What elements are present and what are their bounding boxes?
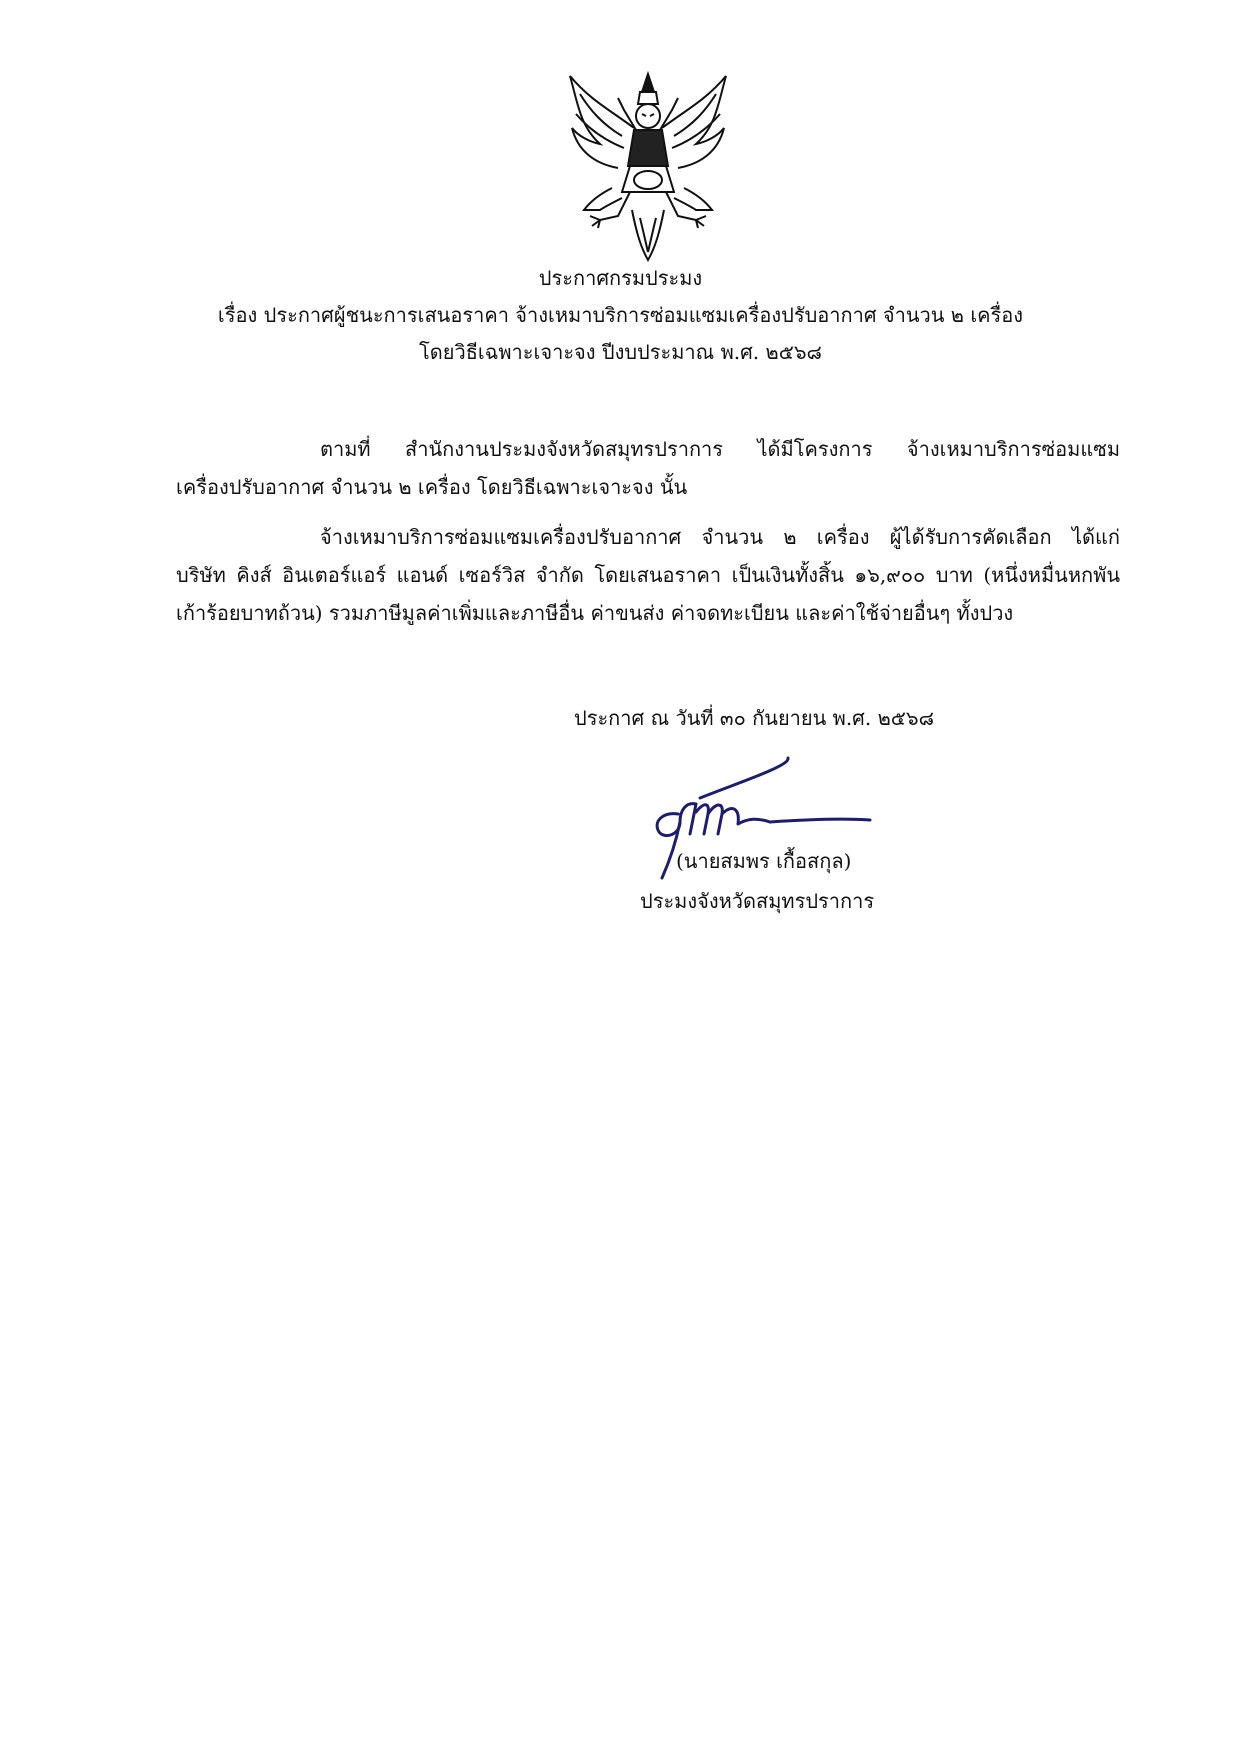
subject-line-1: เรื่อง ประกาศผู้ชนะการเสนอราคา จ้างเหมาบริการซ่อมแซมเครื่องปรับอากาศ จำนวน ๒ เครื่อง — [217, 303, 1024, 327]
paragraph-1-line-1: ตามที่ สำนักงานประมงจังหวัดสมุทรปราการ ได้มีโครงการ จ้างเหมาบริการซ่อมแซม — [320, 437, 1120, 461]
paragraph-2-line-1: จ้างเหมาบริการซ่อมแซมเครื่องปรับอากาศ จำนวน ๒ เครื่อง ผู้ได้รับการคัดเลือก ได้แก่ — [320, 525, 1120, 549]
subject-line-2: โดยวิธีเฉพาะเจาะจง ปีงบประมาณ พ.ศ. ๒๕๖๘ — [419, 340, 822, 364]
paragraph-1-line-2: เครื่องปรับอากาศ จำนวน ๒ เครื่อง โดยวิธีเฉพาะเจาะจง นั้น — [176, 475, 688, 499]
document-title: ประกาศกรมประมง — [538, 266, 703, 290]
signer-position: ประมงจังหวัดสมุทรปราการ — [640, 889, 875, 913]
paragraph-2-line-2: บริษัท คิงส์ อินเตอร์แอร์ แอนด์ เซอร์วิส จำกัด โดยเสนอราคา เป็นเงินทั้งสิ้น ๑๖,๙๐๐ บาท (หนึ่งหมื่นหกพัน — [176, 563, 1120, 587]
announcement-date: ประกาศ ณ วันที่ ๓๐ กันยายน พ.ศ. ๒๕๖๘ — [574, 706, 935, 730]
signer-name: (นายสมพร เกื้อสกุล) — [676, 849, 852, 873]
paragraph-2-line-3: เก้าร้อยบาทถ้วน) รวมภาษีมูลค่าเพิ่มและภาษีอื่น ค่าขนส่ง ค่าจดทะเบียน และค่าใช้จ่ายอื่นๆ ทั้งปวง — [176, 601, 1014, 625]
garuda-emblem-icon — [560, 70, 736, 264]
